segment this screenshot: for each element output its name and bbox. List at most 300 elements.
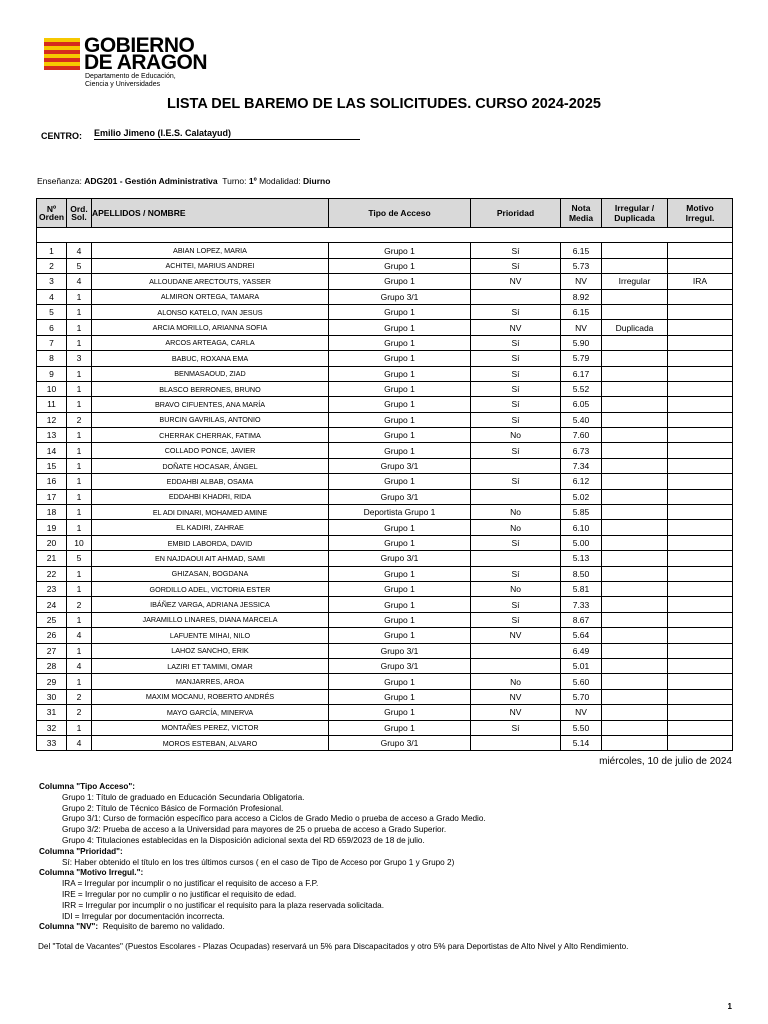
- cell-nota-media: 6.10: [561, 520, 602, 535]
- cell-nombre: MAYO GARCÍA, MINERVA: [92, 705, 329, 720]
- cell-tipo-acceso: Grupo 1: [329, 597, 471, 612]
- cell-nota-media: NV: [561, 274, 602, 289]
- cell-nota-media: 5.90: [561, 335, 602, 350]
- page-title: LISTA DEL BAREMO DE LAS SOLICITUDES. CURSO 2024-2025: [166, 96, 601, 112]
- cell-nota-media: 5.79: [561, 351, 602, 366]
- cell-prioridad: Sí: [471, 474, 561, 489]
- note-item: Sí: Haber obtenido el título en los tres últimos cursos ( en el caso de Tipo de Acceso por Grupo 1 y Grupo 2): [62, 857, 455, 867]
- cell-nota-media: 5.40: [561, 412, 602, 427]
- cell-ord-sol: 2: [67, 705, 92, 720]
- document-date: miércoles, 10 de julio de 2024: [599, 756, 732, 767]
- cell-nota-media: 5.52: [561, 381, 602, 396]
- cell-nombre: MAXIM MOCANU, ROBERTO ANDRÉS: [92, 689, 329, 704]
- cell-motivo: [668, 351, 733, 366]
- cell-motivo: [668, 612, 733, 627]
- cell-irregular: [602, 643, 668, 658]
- cell-motivo: [668, 643, 733, 658]
- cell-orden: 18: [37, 505, 67, 520]
- cell-nombre: DOÑATE HOCASAR, ÁNGEL: [92, 458, 329, 473]
- note-prioridad-title: Columna "Prioridad":: [39, 846, 123, 856]
- cell-prioridad: Sí: [471, 243, 561, 258]
- cell-irregular: Duplicada: [602, 320, 668, 335]
- table-row: [37, 274, 733, 289]
- cell-motivo: [668, 720, 733, 735]
- cell-nombre: EDDAHBI ALBAB, OSAMA: [92, 474, 329, 489]
- cell-ord-sol: 1: [67, 520, 92, 535]
- cell-irregular: [602, 243, 668, 258]
- aragon-flag-icon: [44, 38, 80, 70]
- cell-tipo-acceso: Grupo 1: [329, 304, 471, 319]
- note-item: IRE = Irregular por no cumplir o no justificar el requisito de edad.: [62, 889, 297, 899]
- cell-orden: 7: [37, 335, 67, 350]
- cell-nombre: GHIZASAN, BOGDANA: [92, 566, 329, 581]
- cell-prioridad: NV: [471, 628, 561, 643]
- cell-motivo: IRA: [668, 274, 733, 289]
- cell-irregular: [602, 566, 668, 581]
- cell-ord-sol: 1: [67, 289, 92, 304]
- header-gap: [37, 228, 733, 243]
- cell-motivo: [668, 428, 733, 443]
- cell-nombre: MONTAÑES PEREZ, VICTOR: [92, 720, 329, 735]
- cell-nota-media: 5.13: [561, 551, 602, 566]
- table-row: [37, 643, 733, 658]
- cell-nombre: GORDILLO ADEL, VICTORIA ESTER: [92, 581, 329, 596]
- cell-ord-sol: 1: [67, 443, 92, 458]
- cell-nombre: ABIAN LOPEZ, MARIA: [92, 243, 329, 258]
- cell-ord-sol: 1: [67, 720, 92, 735]
- table-row: [37, 489, 733, 504]
- note-item: IRA = Irregular por incumplir o no justificar el requisito de acceso a F.P.: [62, 879, 319, 889]
- note-prioridad-items: [39, 858, 729, 869]
- cell-motivo: [668, 243, 733, 258]
- cell-motivo: [668, 320, 733, 335]
- page-number: 1: [727, 1002, 732, 1011]
- cell-orden: 15: [37, 458, 67, 473]
- cell-nota-media: 5.85: [561, 505, 602, 520]
- legend-notes: [39, 782, 729, 953]
- cell-nombre: ARCIA MORILLO, ARIANNA SOFIA: [92, 320, 329, 335]
- cell-ord-sol: 5: [67, 551, 92, 566]
- cell-prioridad: Sí: [471, 443, 561, 458]
- cell-orden: 9: [37, 366, 67, 381]
- cell-ord-sol: 1: [67, 304, 92, 319]
- cell-tipo-acceso: Grupo 1: [329, 366, 471, 381]
- cell-motivo: [668, 304, 733, 319]
- cell-tipo-acceso: Grupo 1: [329, 243, 471, 258]
- cell-irregular: [602, 674, 668, 689]
- note-nv: Columna "NV": Requisito de baremo no validado.: [39, 922, 225, 932]
- cell-ord-sol: 1: [67, 505, 92, 520]
- cell-prioridad: [471, 551, 561, 566]
- note-item: IRR = Irregular por incumplir o no justificar el requisito para la plaza reservada solicitada.: [62, 900, 384, 910]
- cell-prioridad: Sí: [471, 597, 561, 612]
- cell-tipo-acceso: Grupo 1: [329, 689, 471, 704]
- cell-irregular: [602, 258, 668, 273]
- cell-irregular: [602, 705, 668, 720]
- cell-orden: 31: [37, 705, 67, 720]
- cell-motivo: [668, 735, 733, 750]
- header-motivo: Motivo Irregul.: [668, 199, 733, 228]
- note-tipo-items: [39, 793, 729, 847]
- cell-orden: 6: [37, 320, 67, 335]
- table-row: [37, 458, 733, 473]
- cell-tipo-acceso: Grupo 1: [329, 581, 471, 596]
- cell-ord-sol: 1: [67, 381, 92, 396]
- cell-orden: 20: [37, 535, 67, 550]
- cell-motivo: [668, 551, 733, 566]
- logo-department: Departamento de Educación, Ciencia y Universidades: [85, 73, 176, 88]
- cell-motivo: [668, 443, 733, 458]
- cell-orden: 13: [37, 428, 67, 443]
- note-item: Grupo 2: Título de Técnico Básico de Formación Profesional.: [62, 803, 284, 813]
- cell-ord-sol: 1: [67, 335, 92, 350]
- cell-motivo: [668, 489, 733, 504]
- cell-orden: 25: [37, 612, 67, 627]
- cell-ord-sol: 4: [67, 628, 92, 643]
- cell-ord-sol: 1: [67, 458, 92, 473]
- cell-tipo-acceso: Grupo 1: [329, 351, 471, 366]
- centro-label: CENTRO:: [41, 131, 82, 141]
- cell-tipo-acceso: Grupo 1: [329, 612, 471, 627]
- cell-tipo-acceso: Grupo 1: [329, 520, 471, 535]
- table-row: [37, 520, 733, 535]
- cell-orden: 11: [37, 397, 67, 412]
- cell-nota-media: 7.34: [561, 458, 602, 473]
- note-item: Grupo 3/1: Curso de formación específico para acceso a Ciclos de Grado Medio o prueba de acceso a Grado Medio.: [62, 814, 486, 824]
- table-row: [37, 658, 733, 673]
- cell-orden: 2: [37, 258, 67, 273]
- centro-value: Emilio Jimeno (I.E.S. Calatayud): [94, 128, 360, 140]
- cell-nombre: ARCOS ARTEAGA, CARLA: [92, 335, 329, 350]
- cell-ord-sol: 10: [67, 535, 92, 550]
- header-orden: Nº Orden: [37, 199, 67, 228]
- cell-nota-media: 8.92: [561, 289, 602, 304]
- cell-nota-media: 5.02: [561, 489, 602, 504]
- cell-motivo: [668, 597, 733, 612]
- cell-prioridad: Sí: [471, 304, 561, 319]
- cell-orden: 16: [37, 474, 67, 489]
- cell-ord-sol: 1: [67, 320, 92, 335]
- cell-prioridad: [471, 658, 561, 673]
- cell-nombre: IBÁÑEZ VARGA, ADRIANA JESSICA: [92, 597, 329, 612]
- header-nota-media: Nota Media: [561, 199, 602, 228]
- cell-ord-sol: 1: [67, 674, 92, 689]
- cell-orden: 32: [37, 720, 67, 735]
- cell-tipo-acceso: Grupo 1: [329, 274, 471, 289]
- cell-ord-sol: 4: [67, 658, 92, 673]
- cell-prioridad: Sí: [471, 258, 561, 273]
- cell-prioridad: NV: [471, 274, 561, 289]
- cell-nota-media: 6.73: [561, 443, 602, 458]
- cell-nombre: LAHOZ SANCHO, ERIK: [92, 643, 329, 658]
- cell-nombre: LAZIRI ET TAMIMI, OMAR: [92, 658, 329, 673]
- table-row: [37, 674, 733, 689]
- cell-irregular: [602, 735, 668, 750]
- cell-orden: 10: [37, 381, 67, 396]
- cell-prioridad: No: [471, 520, 561, 535]
- cell-prioridad: Sí: [471, 397, 561, 412]
- cell-prioridad: Sí: [471, 351, 561, 366]
- cell-tipo-acceso: Grupo 1: [329, 428, 471, 443]
- cell-nombre: BABUC, ROXANA EMA: [92, 351, 329, 366]
- cell-tipo-acceso: Grupo 1: [329, 720, 471, 735]
- cell-nota-media: 5.73: [561, 258, 602, 273]
- cell-nota-media: 6.17: [561, 366, 602, 381]
- cell-irregular: [602, 720, 668, 735]
- cell-nota-media: 6.12: [561, 474, 602, 489]
- cell-tipo-acceso: Grupo 1: [329, 320, 471, 335]
- note-item: Grupo 3/2: Prueba de acceso a la Universidad para mayores de 25 o prueba de acceso a Grado Superior.: [62, 825, 447, 835]
- ensenanza-line: Enseñanza: ADG201 - Gestión Administrativa Turno: 1º Modalidad: Diurno: [37, 176, 331, 186]
- logo-line-2: DE ARAGON: [84, 51, 208, 74]
- cell-nota-media: 5.70: [561, 689, 602, 704]
- cell-orden: 22: [37, 566, 67, 581]
- cell-irregular: [602, 628, 668, 643]
- table-row: [37, 505, 733, 520]
- cell-orden: 4: [37, 289, 67, 304]
- table-row: [37, 304, 733, 319]
- cell-nombre: EMBID LABORDA, DAVID: [92, 535, 329, 550]
- cell-prioridad: [471, 289, 561, 304]
- cell-nombre: BLASCO BERRONES, BRUNO: [92, 381, 329, 396]
- cell-nota-media: 6.15: [561, 243, 602, 258]
- cell-irregular: [602, 658, 668, 673]
- cell-ord-sol: 1: [67, 643, 92, 658]
- cell-ord-sol: 1: [67, 489, 92, 504]
- table-row: [37, 597, 733, 612]
- cell-irregular: [602, 458, 668, 473]
- cell-irregular: [602, 289, 668, 304]
- table-row: [37, 428, 733, 443]
- table-row: [37, 535, 733, 550]
- baremo-table: [36, 198, 733, 751]
- cell-tipo-acceso: Grupo 1: [329, 474, 471, 489]
- note-vacantes: Del "Total de Vacantes" (Puestos Escolares - Plazas Ocupadas) reservará un 5% para Discapacitados y otro 5% para Deportistas de Alto Nivel y Alto Rendimiento.: [38, 942, 629, 952]
- cell-prioridad: Sí: [471, 335, 561, 350]
- cell-nota-media: 6.49: [561, 643, 602, 658]
- table-row: [37, 381, 733, 396]
- cell-nota-media: 7.33: [561, 597, 602, 612]
- table-row: [37, 705, 733, 720]
- cell-nota-media: 5.60: [561, 674, 602, 689]
- table-row: [37, 612, 733, 627]
- cell-ord-sol: 4: [67, 274, 92, 289]
- cell-orden: 19: [37, 520, 67, 535]
- header-tipo-acceso: Tipo de Acceso: [329, 199, 471, 228]
- cell-ord-sol: 1: [67, 474, 92, 489]
- cell-nota-media: 5.50: [561, 720, 602, 735]
- cell-prioridad: NV: [471, 689, 561, 704]
- cell-tipo-acceso: Grupo 1: [329, 674, 471, 689]
- table-row: [37, 243, 733, 258]
- cell-nota-media: 5.64: [561, 628, 602, 643]
- cell-irregular: [602, 443, 668, 458]
- cell-orden: 14: [37, 443, 67, 458]
- cell-tipo-acceso: Grupo 1: [329, 443, 471, 458]
- cell-ord-sol: 1: [67, 366, 92, 381]
- cell-ord-sol: 1: [67, 566, 92, 581]
- cell-prioridad: Sí: [471, 381, 561, 396]
- cell-nombre: LAFUENTE MIHAI, NILO: [92, 628, 329, 643]
- table-row: [37, 551, 733, 566]
- cell-prioridad: Sí: [471, 566, 561, 581]
- cell-tipo-acceso: Grupo 1: [329, 705, 471, 720]
- cell-tipo-acceso: Grupo 1: [329, 381, 471, 396]
- cell-motivo: [668, 705, 733, 720]
- note-motivo-items: [39, 879, 729, 922]
- cell-nombre: EDDAHBI KHADRI, RIDA: [92, 489, 329, 504]
- cell-nombre: ACHITEI, MARIUS ANDREI: [92, 258, 329, 273]
- cell-tipo-acceso: Grupo 1: [329, 628, 471, 643]
- cell-prioridad: NV: [471, 320, 561, 335]
- table-row: [37, 351, 733, 366]
- cell-prioridad: Sí: [471, 720, 561, 735]
- cell-tipo-acceso: Grupo 1: [329, 412, 471, 427]
- cell-orden: 29: [37, 674, 67, 689]
- cell-orden: 5: [37, 304, 67, 319]
- table-row: [37, 735, 733, 750]
- cell-orden: 33: [37, 735, 67, 750]
- header-prioridad: Prioridad: [471, 199, 561, 228]
- cell-motivo: [668, 535, 733, 550]
- cell-motivo: [668, 674, 733, 689]
- cell-tipo-acceso: Grupo 3/1: [329, 458, 471, 473]
- cell-nota-media: 6.15: [561, 304, 602, 319]
- table-header-row: [37, 199, 733, 228]
- cell-nota-media: 6.05: [561, 397, 602, 412]
- cell-irregular: [602, 581, 668, 596]
- cell-orden: 3: [37, 274, 67, 289]
- cell-nombre: EL ADI DINARI, MOHAMED AMINE: [92, 505, 329, 520]
- note-item: Grupo 4: Titulaciones establecidas en la Disposición adicional sexta del RD 659/2023 de 18 de julio.: [62, 835, 425, 845]
- cell-ord-sol: 1: [67, 428, 92, 443]
- note-item: Grupo 1: Título de graduado en Educación Secundaria Obligatoria.: [62, 792, 305, 802]
- cell-tipo-acceso: Deportista Grupo 1: [329, 505, 471, 520]
- cell-irregular: [602, 489, 668, 504]
- table-row: [37, 289, 733, 304]
- cell-tipo-acceso: Grupo 1: [329, 566, 471, 581]
- cell-motivo: [668, 412, 733, 427]
- cell-ord-sol: 4: [67, 243, 92, 258]
- cell-motivo: [668, 628, 733, 643]
- cell-orden: 17: [37, 489, 67, 504]
- cell-prioridad: [471, 458, 561, 473]
- cell-tipo-acceso: Grupo 1: [329, 397, 471, 412]
- cell-orden: 27: [37, 643, 67, 658]
- cell-irregular: [602, 689, 668, 704]
- cell-prioridad: No: [471, 674, 561, 689]
- note-item: IDI = Irregular por documentación incorrecta.: [62, 911, 225, 921]
- cell-tipo-acceso: Grupo 1: [329, 258, 471, 273]
- cell-nota-media: 5.01: [561, 658, 602, 673]
- note-tipo-title: Columna "Tipo Acceso":: [39, 782, 136, 791]
- cell-prioridad: No: [471, 505, 561, 520]
- cell-irregular: [602, 535, 668, 550]
- cell-irregular: [602, 381, 668, 396]
- cell-irregular: [602, 505, 668, 520]
- cell-prioridad: [471, 643, 561, 658]
- cell-irregular: [602, 612, 668, 627]
- cell-nombre: MOROS ESTEBAN, ALVARO: [92, 735, 329, 750]
- cell-tipo-acceso: Grupo 1: [329, 535, 471, 550]
- cell-orden: 12: [37, 412, 67, 427]
- table-row: [37, 689, 733, 704]
- cell-motivo: [668, 474, 733, 489]
- table-row: [37, 412, 733, 427]
- cell-ord-sol: 3: [67, 351, 92, 366]
- cell-prioridad: No: [471, 581, 561, 596]
- cell-tipo-acceso: Grupo 3/1: [329, 643, 471, 658]
- cell-nombre: BURCIN GAVRILAS, ANTONIO: [92, 412, 329, 427]
- cell-motivo: [668, 397, 733, 412]
- cell-prioridad: Sí: [471, 366, 561, 381]
- cell-irregular: [602, 474, 668, 489]
- table-row: [37, 581, 733, 596]
- cell-prioridad: Sí: [471, 535, 561, 550]
- cell-ord-sol: 5: [67, 258, 92, 273]
- table-row: [37, 566, 733, 581]
- cell-nota-media: NV: [561, 705, 602, 720]
- cell-nombre: BRAVO CIFUENTES, ANA MARÍA: [92, 397, 329, 412]
- cell-motivo: [668, 366, 733, 381]
- table-row: [37, 720, 733, 735]
- table-row: [37, 320, 733, 335]
- cell-irregular: [602, 597, 668, 612]
- cell-motivo: [668, 381, 733, 396]
- cell-tipo-acceso: Grupo 3/1: [329, 489, 471, 504]
- gobierno-aragon-logo: [44, 36, 244, 88]
- cell-motivo: [668, 505, 733, 520]
- cell-orden: 26: [37, 628, 67, 643]
- cell-nombre: EN NAJDAOUI AIT AHMAD, SAMI: [92, 551, 329, 566]
- cell-nombre: ALMIRON ORTEGA, TAMARA: [92, 289, 329, 304]
- cell-nota-media: 5.81: [561, 581, 602, 596]
- cell-tipo-acceso: Grupo 3/1: [329, 551, 471, 566]
- cell-nota-media: 8.67: [561, 612, 602, 627]
- cell-orden: 23: [37, 581, 67, 596]
- cell-motivo: [668, 458, 733, 473]
- cell-nombre: ALLOUDANE ARECTOUTS, YASSER: [92, 274, 329, 289]
- cell-tipo-acceso: Grupo 1: [329, 335, 471, 350]
- cell-ord-sol: 2: [67, 597, 92, 612]
- cell-tipo-acceso: Grupo 3/1: [329, 658, 471, 673]
- cell-nota-media: NV: [561, 320, 602, 335]
- header-irregular: Irregular / Duplicada: [602, 199, 668, 228]
- cell-ord-sol: 1: [67, 612, 92, 627]
- cell-nota-media: 7.60: [561, 428, 602, 443]
- logo-line-1: GOBIERNO: [84, 34, 195, 57]
- cell-irregular: [602, 304, 668, 319]
- cell-motivo: [668, 581, 733, 596]
- table-row: [37, 258, 733, 273]
- table-row: [37, 397, 733, 412]
- cell-tipo-acceso: Grupo 3/1: [329, 735, 471, 750]
- cell-orden: 30: [37, 689, 67, 704]
- cell-nombre: COLLADO PONCE, JAVIER: [92, 443, 329, 458]
- cell-ord-sol: 1: [67, 397, 92, 412]
- cell-motivo: [668, 258, 733, 273]
- cell-ord-sol: 2: [67, 412, 92, 427]
- cell-irregular: [602, 351, 668, 366]
- cell-ord-sol: 2: [67, 689, 92, 704]
- cell-irregular: [602, 366, 668, 381]
- cell-ord-sol: 1: [67, 581, 92, 596]
- cell-orden: 28: [37, 658, 67, 673]
- cell-nota-media: 5.00: [561, 535, 602, 550]
- cell-prioridad: Sí: [471, 612, 561, 627]
- table-row: [37, 366, 733, 381]
- cell-orden: 21: [37, 551, 67, 566]
